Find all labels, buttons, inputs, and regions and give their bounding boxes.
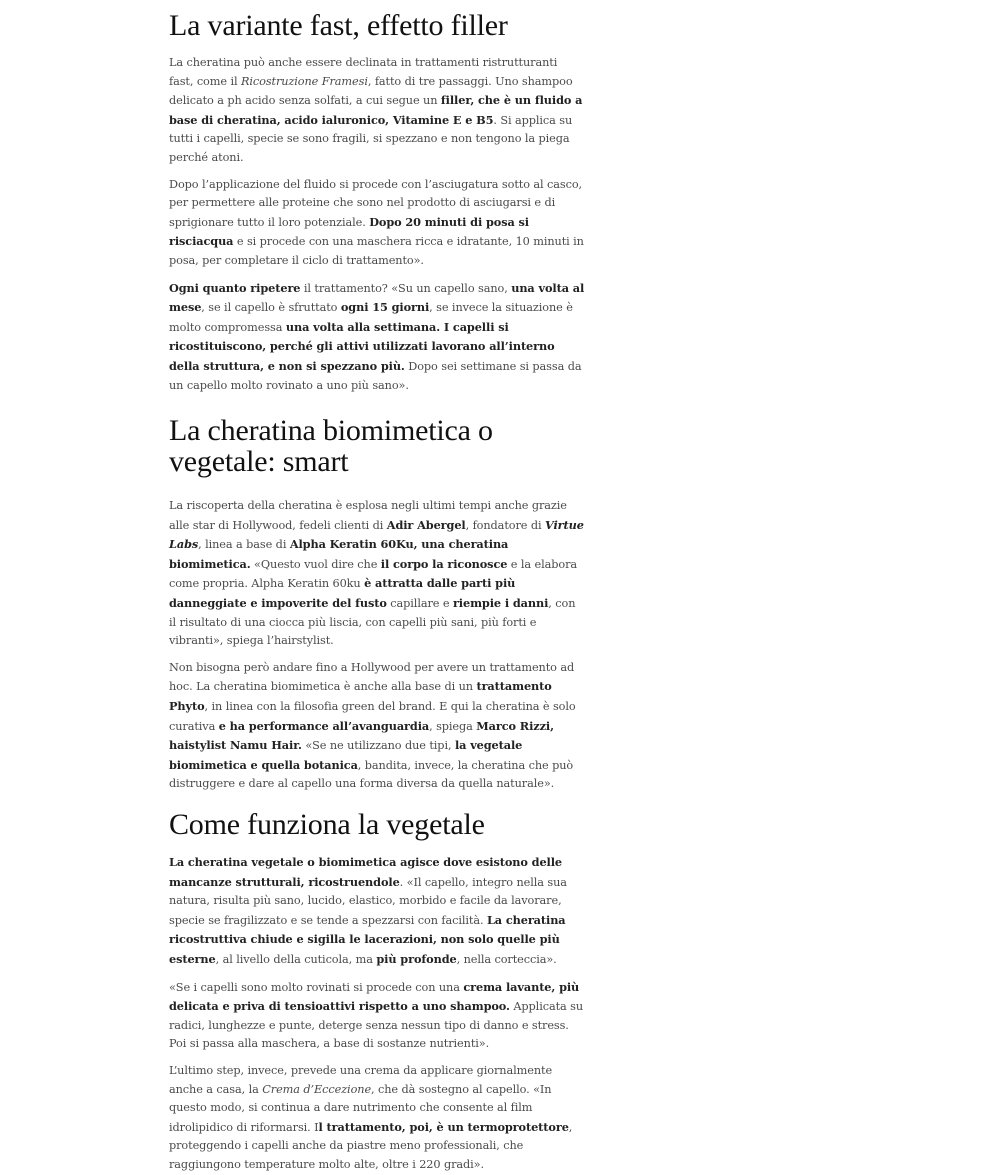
text-run: , se il capello è sfruttato (201, 301, 341, 315)
italic-text: Ricostruzione Framesi (240, 74, 368, 88)
bold-text: Marco Rizzi, haistylist Namu Hair. (169, 718, 554, 753)
text-run: , bandita, invece, la cheratina che può distruggere e dare al capello una forma diversa da quella naturale». (169, 758, 574, 791)
text-run: , spiega (429, 719, 477, 733)
text-run: , che dà sostegno al capello. «In questo modo, si continua a dare nutrimento che consente al film idrolipidico di riformarsi. I (169, 1082, 552, 1134)
bold-text: Ogni quanto ripetere (169, 280, 301, 295)
paragraph (169, 1062, 585, 1175)
text-run: , in linea con la filosofia green del brand. E qui la cheratina è solo curativa (169, 700, 576, 733)
bold-text: crema lavante, più delicata e priva di tensioattivi rispetto a uno shampoo. (169, 979, 580, 1014)
text-run: Non bisogna però andare fino a Hollywood per avere un trattamento ad hoc. La cheratina biomimetica è anche alla base di un (169, 660, 575, 694)
bold-text: il corpo la riconosce (380, 556, 508, 571)
bold-text: ogni 15 giorni (340, 300, 430, 315)
bold-text: più profonde (376, 951, 457, 966)
bold-text: è attratta dalle parti più danneggiate e impoverite del fusto (169, 576, 516, 611)
text-run: Dopo sei settimane si passa da un capello molto rovinato a uno più sano». (169, 359, 582, 392)
text-run: «Questo vuol dire che (250, 557, 381, 571)
bold-italic-text: Virtue Labs (169, 517, 584, 552)
text-run: «Se i capelli sono molto rovinati si procede con una (169, 980, 464, 994)
text-run: Dopo l’applicazione del fluido si procede con l’asciugatura sotto al casco, per permettere alle proteine che sono nel prodotto di asciugarsi e di sprigionare tutto il loro potenziale. (169, 177, 583, 229)
text-run: La riscoperta della cheratina è esplosa negli ultimi tempi anche grazie alle star di Hollywood, fedeli clienti di (169, 499, 567, 532)
bold-text: La cheratina ricostruttiva chiude e sigilla le lacerazioni, non solo quelle più esterne (169, 912, 566, 966)
paragraph (169, 279, 585, 396)
text-run: La cheratina può anche essere declinata in trattamenti ristrutturanti fast, come il (169, 56, 558, 88)
bold-text: filler, che è un fluido a base di cheratina, acido ialuronico, Vitamine E e B5 (169, 93, 583, 127)
italic-text: Crema d’Eccezione (262, 1082, 372, 1096)
paragraph (169, 853, 585, 970)
text-run: , se invece la situazione è molto compromessa (169, 301, 573, 334)
text-run: «Se ne utilizzano due tipi, (301, 739, 455, 753)
bold-text: trattamento Phyto (169, 679, 552, 714)
text-run: , con il risultato di una ciocca più liscia, con capelli più sani, più forti e vibranti», spiega l’hairstylist. (169, 597, 576, 648)
text-run: . Si applica su tutti i capelli, specie se sono fragili, si spezzano e non tengono la piega perché atoni. (169, 113, 573, 164)
text-run: , nella corteccia». (456, 952, 557, 966)
paragraph (169, 659, 585, 794)
text-run: il trattamento? «Su un capello sano, (300, 281, 512, 295)
paragraph (169, 497, 585, 651)
bold-text: Dopo 20 minuti di posa si risciacqua (169, 214, 529, 249)
text-run: , proteggendo i capelli anche da piastre meno professionali, che raggiungono temperature molto alte, oltre i 220 gradi». (169, 1120, 573, 1171)
article-body (169, 0, 585, 1175)
paragraph (169, 176, 585, 271)
text-run: e la elabora come propria. Alpha Keratin 60ku (169, 557, 578, 591)
text-run: . «Il capello, integro nella sua natura, risulta più sano, lucido, elastico, morbido e facile da lavorare, specie se fragilizzato e se tende a spezzarsi con facilità. (169, 875, 567, 927)
text-run: , fondatore di (465, 518, 545, 532)
bold-text: riempie i danni (452, 596, 549, 611)
bold-text: La cheratina vegetale o biomimetica agisce dove esistono delle mancanze strutturali, ricostruendole (169, 855, 563, 889)
section-heading-vegetale: Come funziona la vegetale (169, 808, 485, 841)
bold-text: e ha performance all’avanguardia (218, 718, 430, 733)
paragraph (169, 54, 585, 168)
text-run: Applicata su radici, lunghezze e punte, deterge senza nessun tipo di danno e stress. Poi si passa alla maschera, a base di sostanze nutrienti». (169, 1000, 584, 1051)
text-run: e si procede con una maschera ricca e idratante, 10 minuti in posa, per completare il ciclo di trattamento». (169, 235, 584, 267)
text-run: , al livello della cuticola, ma (215, 952, 377, 966)
paragraph (169, 978, 585, 1054)
bold-text: Adir Abergel (386, 517, 466, 532)
text-run: capillare e (386, 597, 453, 611)
section-heading-biomimetica: La cheratina biomimetica o vegetale: smart (169, 414, 493, 479)
bold-text: una volta al mese (169, 280, 585, 315)
text-run: , fatto di tre passaggi. Uno shampoo delicato a ph acido senza solfati, a cui segue un (169, 74, 573, 108)
bold-text: la vegetale biomimetica e quella botanica (169, 738, 523, 772)
section-heading-fast: La variante fast, effetto filler (169, 9, 508, 42)
text-run: L’ultimo step, invece, prevede una crema da applicare giornalmente anche a casa, la (169, 1063, 553, 1096)
bold-text: una volta alla settimana. I capelli si ricostituiscono, perché gli attivi utilizzati lavorano all’interno della struttura, e non si spezzano più. (169, 319, 555, 373)
bold-text: Alpha Keratin 60Ku, una cheratina biomimetica. (169, 537, 509, 571)
bold-text: l trattamento, poi, è un termoprotettore (318, 1119, 569, 1134)
text-run: , linea a base di (198, 538, 290, 552)
